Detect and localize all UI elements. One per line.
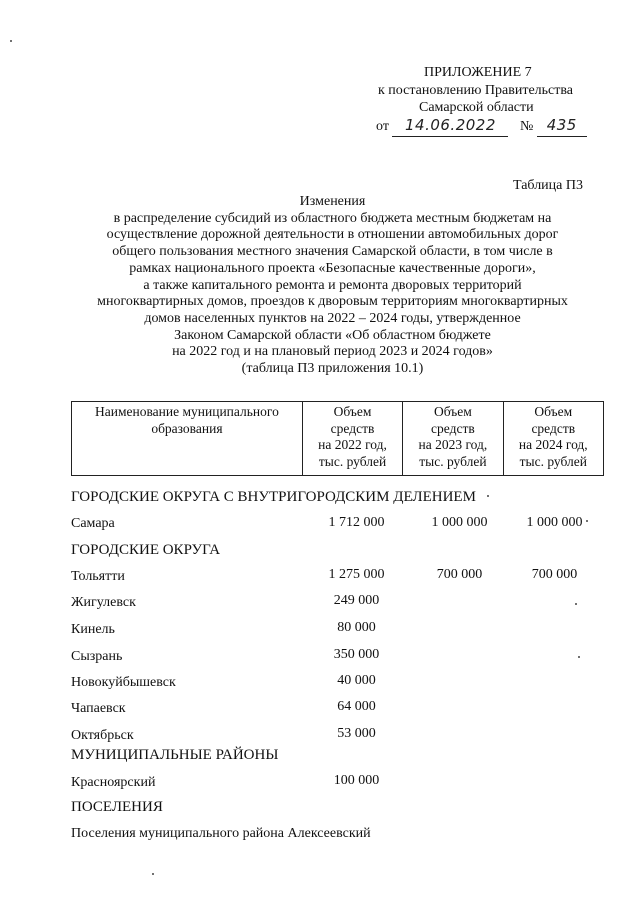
value-tolyatti-2022: 1 275 000 (328, 567, 385, 582)
title-line: домов населенных пунктов на 2022 – 2024 годы, утвержденное (144, 310, 521, 326)
row-name-tolyatti: Тольятти (71, 569, 125, 584)
value-samara-2024: 1 000 000 (526, 515, 583, 530)
scan-speck (578, 656, 580, 658)
row-name-syzran: Сызрань (71, 649, 123, 664)
section-settlements: ПОСЕЛЕНИЯ (71, 799, 163, 815)
appendix-region: Самарской области (419, 100, 534, 115)
scan-speck (152, 873, 154, 875)
value-samara-2023: 1 000 000 (431, 515, 488, 530)
value-oktyabrsk-2022: 53 000 (337, 726, 376, 741)
value-tolyatti-2023: 700 000 (436, 567, 483, 582)
title-line: общего пользования местного значения Самарской области, в том числе в (112, 244, 553, 260)
appendix-number: ПРИЛОЖЕНИЕ 7 (424, 65, 532, 80)
title-line: Законом Самарской области «Об областном бюджете (174, 327, 491, 343)
title-line: рамках национального проекта «Безопасные качественные дороги», (129, 260, 536, 276)
section-municipal-districts: МУНИЦИПАЛЬНЫЕ РАЙОНЫ (71, 747, 279, 763)
title-line: а также капитального ремонта и ремонта дворовых территорий (143, 277, 522, 293)
header-text: Объем (333, 404, 372, 419)
scan-speck (487, 495, 489, 497)
value-tolyatti-2024: 700 000 (531, 567, 578, 582)
value-syzran-2022: 350 000 (333, 647, 380, 662)
header-text: на 2023 год, (418, 437, 488, 452)
row-name-alekseevsky: Поселения муниципального района Алексеевский (71, 826, 371, 841)
row-name-zhigulevsk: Жигулевск (71, 595, 136, 610)
value-zhigulevsk-2022: 249 000 (333, 593, 380, 608)
row-name-krasnoyarsky: Красноярский (71, 775, 156, 790)
date-prefix: от (376, 119, 389, 134)
row-name-samara: Самара (71, 516, 115, 531)
header-text: на 2022 год, (318, 437, 387, 452)
value-krasnoyarsky-2022: 100 000 (333, 773, 380, 788)
header-municipality (72, 402, 303, 476)
title-line: Изменения (299, 194, 366, 209)
header-text: средств (531, 420, 576, 436)
header-text: тыс. рублей (419, 453, 487, 469)
header-text: Объем (534, 404, 573, 419)
table-header (71, 401, 604, 476)
scan-speck (10, 40, 12, 42)
row-name-oktyabrsk: Октябрьск (71, 728, 134, 743)
header-2022 (302, 402, 402, 476)
title-line: в распределение субсидий из областного бюджета местным бюджетам на (113, 210, 552, 226)
section-urban-districts: ГОРОДСКИЕ ОКРУГА (71, 542, 221, 558)
row-name-novokuibyshevsk: Новокуйбышевск (71, 675, 176, 690)
value-samara-2022: 1 712 000 (328, 515, 385, 530)
header-text: образования (151, 420, 223, 436)
header-2023 (403, 402, 503, 476)
row-name-kinel: Кинель (71, 622, 115, 637)
scan-speck (586, 520, 588, 522)
number-prefix: № (519, 119, 534, 134)
header-text: Наименование муниципального (95, 404, 279, 419)
handwritten-number: 435 (546, 116, 577, 134)
table-label: Таблица П3 (513, 178, 583, 193)
header-text: тыс. рублей (519, 453, 587, 469)
header-2024 (503, 402, 603, 476)
title-line: осуществление дорожной деятельности в отношении автомобильных дорог (106, 227, 559, 243)
header-text: тыс. рублей (318, 453, 387, 469)
title-line: на 2022 год и на плановый период 2023 и 2024 годов» (172, 344, 493, 360)
date-field (392, 116, 508, 137)
row-name-chapaevsk: Чапаевск (71, 701, 126, 716)
resolution-date-line (376, 116, 587, 137)
header-text: средств (330, 420, 375, 436)
header-text: средств (431, 420, 475, 436)
value-chapaevsk-2022: 64 000 (337, 699, 376, 714)
value-kinel-2022: 80 000 (337, 620, 376, 635)
title-line: многоквартирных домов, проездов к дворовым территориям многоквартирных (97, 294, 568, 310)
title-line: (таблица П3 приложения 10.1) (241, 361, 424, 377)
value-novokuibyshevsk-2022: 40 000 (337, 673, 376, 688)
appendix-resolution: к постановлению Правительства (378, 83, 574, 98)
handwritten-date: 14.06.2022 (404, 116, 496, 134)
header-text: Объем (434, 404, 472, 419)
number-field (537, 116, 587, 137)
header-text: на 2024 год, (518, 437, 588, 452)
document-title (60, 194, 605, 378)
section-urban-districts-inner: ГОРОДСКИЕ ОКРУГА С ВНУТРИГОРОДСКИМ ДЕЛЕНИЕМ (71, 489, 476, 505)
scan-speck (575, 603, 577, 605)
